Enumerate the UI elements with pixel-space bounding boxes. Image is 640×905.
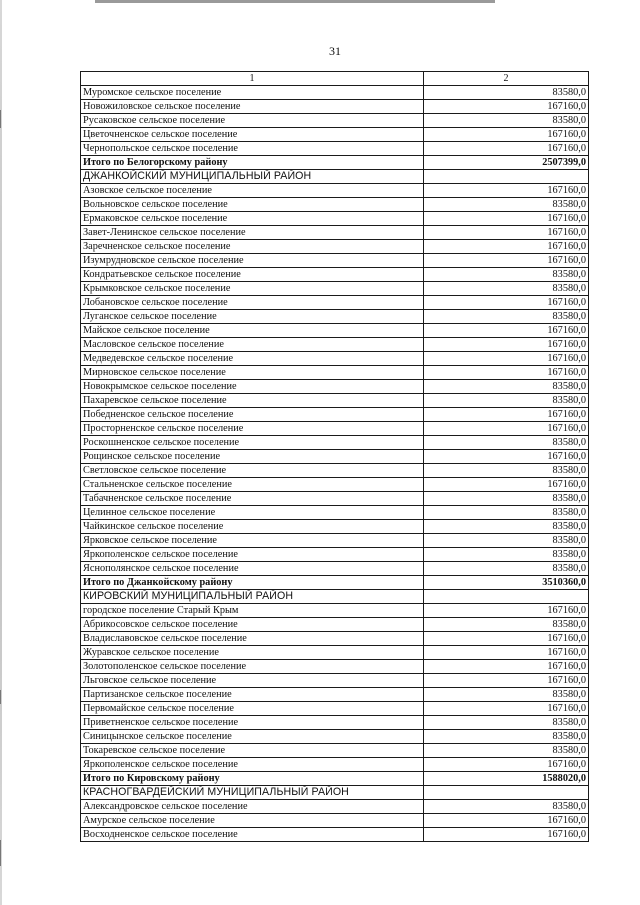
table-row: [81, 800, 589, 814]
amount-value: 83580,0: [424, 534, 589, 548]
amount-value: 167160,0: [424, 226, 589, 240]
header-col-2: 2: [424, 72, 589, 86]
table-row: [81, 198, 589, 212]
amount-value: 83580,0: [424, 618, 589, 632]
table-row: [81, 296, 589, 310]
amount-value: 167160,0: [424, 450, 589, 464]
amount-value: 167160,0: [424, 604, 589, 618]
amount-value: 83580,0: [424, 86, 589, 100]
settlement-name: Партизанское сельское поселение: [81, 688, 424, 702]
amount-value: 83580,0: [424, 562, 589, 576]
settlement-name: Приветненское сельское поселение: [81, 716, 424, 730]
settlement-name: Журавское сельское поселение: [81, 646, 424, 660]
amount-value: 83580,0: [424, 114, 589, 128]
settlement-name: Просторненское сельское поселение: [81, 422, 424, 436]
header-col-1: 1: [81, 72, 424, 86]
table-row: [81, 674, 589, 688]
settlement-name: Первомайское сельское поселение: [81, 702, 424, 716]
amount-value: 83580,0: [424, 268, 589, 282]
amount-value: 167160,0: [424, 422, 589, 436]
amount-value: 83580,0: [424, 688, 589, 702]
table-row: [81, 436, 589, 450]
scan-edge-top: [95, 0, 495, 3]
amount-value: 83580,0: [424, 380, 589, 394]
table-row: [81, 240, 589, 254]
amount-value: 167160,0: [424, 814, 589, 828]
district-name: КРАСНОГВАРДЕЙСКИЙ МУНИЦИПАЛЬНЫЙ РАЙОН: [81, 786, 424, 800]
table-row: [81, 618, 589, 632]
table-row: [81, 408, 589, 422]
amount-value: 83580,0: [424, 282, 589, 296]
table-row: [81, 744, 589, 758]
amount-value: 167160,0: [424, 128, 589, 142]
table-row: [81, 268, 589, 282]
settlement-name: Чернопольское сельское поселение: [81, 142, 424, 156]
amount-value: 3510360,0: [424, 576, 589, 590]
settlement-name: Пахаревское сельское поселение: [81, 394, 424, 408]
page-number: 31: [329, 44, 341, 58]
settlement-name: Льговское сельское поселение: [81, 674, 424, 688]
amount-value: 167160,0: [424, 352, 589, 366]
table-row: [81, 352, 589, 366]
amount-value: 83580,0: [424, 198, 589, 212]
scan-edge-left: [0, 0, 2, 905]
amount-value: [424, 170, 589, 184]
scan-mark: [0, 690, 1, 704]
settlement-name: Азовское сельское поселение: [81, 184, 424, 198]
amount-value: 83580,0: [424, 548, 589, 562]
table-row: [81, 450, 589, 464]
amount-value: 83580,0: [424, 310, 589, 324]
table-row: [81, 660, 589, 674]
settlement-name: Амурское сельское поселение: [81, 814, 424, 828]
settlement-name: Светловское сельское поселение: [81, 464, 424, 478]
amount-value: 167160,0: [424, 660, 589, 674]
amount-value: 83580,0: [424, 394, 589, 408]
table-row: [81, 128, 589, 142]
amount-value: 83580,0: [424, 716, 589, 730]
table-row: [81, 506, 589, 520]
section-header-row: [81, 786, 589, 800]
settlement-name: Табачненское сельское поселение: [81, 492, 424, 506]
settlement-name: Яркополенское сельское поселение: [81, 758, 424, 772]
settlement-name: Ярковское сельское поселение: [81, 534, 424, 548]
table-row: [81, 534, 589, 548]
table-row: [81, 380, 589, 394]
section-header-row: [81, 590, 589, 604]
settlement-name: Победненское сельское поселение: [81, 408, 424, 422]
settlement-name: Кондратьевское сельское поселение: [81, 268, 424, 282]
table-row: [81, 562, 589, 576]
amount-value: 83580,0: [424, 730, 589, 744]
table-row: [81, 422, 589, 436]
settlement-name: Итого по Кировскому району: [81, 772, 424, 786]
table-row: [81, 478, 589, 492]
amount-value: 167160,0: [424, 324, 589, 338]
amount-value: 167160,0: [424, 240, 589, 254]
table-row: [81, 282, 589, 296]
scan-mark: [0, 110, 1, 128]
settlement-name: городское поселение Старый Крым: [81, 604, 424, 618]
settlement-name: Цветочненское сельское поселение: [81, 128, 424, 142]
amount-value: 2507399,0: [424, 156, 589, 170]
settlement-name: Изумрудновское сельское поселение: [81, 254, 424, 268]
table-header-row: [81, 72, 589, 86]
district-name: КИРОВСКИЙ МУНИЦИПАЛЬНЫЙ РАЙОН: [81, 590, 424, 604]
amount-value: 167160,0: [424, 646, 589, 660]
amount-value: 167160,0: [424, 184, 589, 198]
table-row: [81, 702, 589, 716]
table-row: [81, 226, 589, 240]
settlement-name: Масловское сельское поселение: [81, 338, 424, 352]
table-row: [81, 254, 589, 268]
settlement-name: Целинное сельское поселение: [81, 506, 424, 520]
settlement-name: Вольновское сельское поселение: [81, 198, 424, 212]
amount-value: 167160,0: [424, 758, 589, 772]
table-row: [81, 324, 589, 338]
amount-value: [424, 786, 589, 800]
settlement-name: Восходненское сельское поселение: [81, 828, 424, 842]
amount-value: 167160,0: [424, 366, 589, 380]
allocation-table: [80, 71, 589, 842]
settlement-name: Чайкинское сельское поселение: [81, 520, 424, 534]
amount-value: 167160,0: [424, 702, 589, 716]
amount-value: 167160,0: [424, 142, 589, 156]
amount-value: 167160,0: [424, 478, 589, 492]
total-row: [81, 156, 589, 170]
settlement-name: Роскошненское сельское поселение: [81, 436, 424, 450]
amount-value: 167160,0: [424, 828, 589, 842]
settlement-name: Новожиловское сельское поселение: [81, 100, 424, 114]
settlement-name: Итого по Белогорскому району: [81, 156, 424, 170]
amount-value: 83580,0: [424, 506, 589, 520]
table-row: [81, 492, 589, 506]
amount-value: 83580,0: [424, 744, 589, 758]
table-row: [81, 646, 589, 660]
settlement-name: Яснополянское сельское поселение: [81, 562, 424, 576]
amount-value: 83580,0: [424, 520, 589, 534]
settlement-name: Заречненское сельское поселение: [81, 240, 424, 254]
table-row: [81, 394, 589, 408]
settlement-name: Рощинское сельское поселение: [81, 450, 424, 464]
settlement-name: Синицынское сельское поселение: [81, 730, 424, 744]
amount-value: 83580,0: [424, 800, 589, 814]
settlement-name: Стальненское сельское поселение: [81, 478, 424, 492]
settlement-name: Абрикосовское сельское поселение: [81, 618, 424, 632]
settlement-name: Крымковское сельское поселение: [81, 282, 424, 296]
table-row: [81, 310, 589, 324]
table-row: [81, 184, 589, 198]
table-row: [81, 758, 589, 772]
settlement-name: Луганское сельское поселение: [81, 310, 424, 324]
table-row: [81, 114, 589, 128]
table-row: [81, 464, 589, 478]
table-row: [81, 142, 589, 156]
table-row: [81, 716, 589, 730]
settlement-name: Русаковское сельское поселение: [81, 114, 424, 128]
settlement-name: Александровское сельское поселение: [81, 800, 424, 814]
settlement-name: Золотополенское сельское поселение: [81, 660, 424, 674]
amount-value: 83580,0: [424, 492, 589, 506]
table-row: [81, 730, 589, 744]
amount-value: 83580,0: [424, 464, 589, 478]
table-row: [81, 366, 589, 380]
table-row: [81, 632, 589, 646]
amount-value: 167160,0: [424, 408, 589, 422]
district-name: ДЖАНКОЙСКИЙ МУНИЦИПАЛЬНЫЙ РАЙОН: [81, 170, 424, 184]
table-row: [81, 828, 589, 842]
amount-value: 167160,0: [424, 254, 589, 268]
amount-value: 83580,0: [424, 436, 589, 450]
amount-value: 167160,0: [424, 296, 589, 310]
table-body: [81, 72, 589, 842]
table-row: [81, 604, 589, 618]
settlement-name: Медведевское сельское поселение: [81, 352, 424, 366]
amount-value: 1588020,0: [424, 772, 589, 786]
settlement-name: Новокрымское сельское поселение: [81, 380, 424, 394]
settlement-name: Муромское сельское поселение: [81, 86, 424, 100]
settlement-name: Итого по Джанкойскому району: [81, 576, 424, 590]
settlement-name: Яркополенское сельское поселение: [81, 548, 424, 562]
amount-value: 167160,0: [424, 338, 589, 352]
settlement-name: Завет-Ленинское сельское поселение: [81, 226, 424, 240]
settlement-name: Лобановское сельское поселение: [81, 296, 424, 310]
table-row: [81, 86, 589, 100]
settlement-name: Владиславовское сельское поселение: [81, 632, 424, 646]
total-row: [81, 576, 589, 590]
table-row: [81, 548, 589, 562]
table-row: [81, 338, 589, 352]
section-header-row: [81, 170, 589, 184]
scan-mark: [0, 840, 1, 866]
amount-value: [424, 590, 589, 604]
total-row: [81, 772, 589, 786]
table-row: [81, 100, 589, 114]
amount-value: 167160,0: [424, 212, 589, 226]
table-row: [81, 688, 589, 702]
amount-value: 167160,0: [424, 632, 589, 646]
table-row: [81, 520, 589, 534]
table-row: [81, 814, 589, 828]
amount-value: 167160,0: [424, 674, 589, 688]
settlement-name: Токаревское сельское поселение: [81, 744, 424, 758]
amount-value: 167160,0: [424, 100, 589, 114]
settlement-name: Майское сельское поселение: [81, 324, 424, 338]
table-row: [81, 212, 589, 226]
settlement-name: Мирновское сельское поселение: [81, 366, 424, 380]
settlement-name: Ермаковское сельское поселение: [81, 212, 424, 226]
